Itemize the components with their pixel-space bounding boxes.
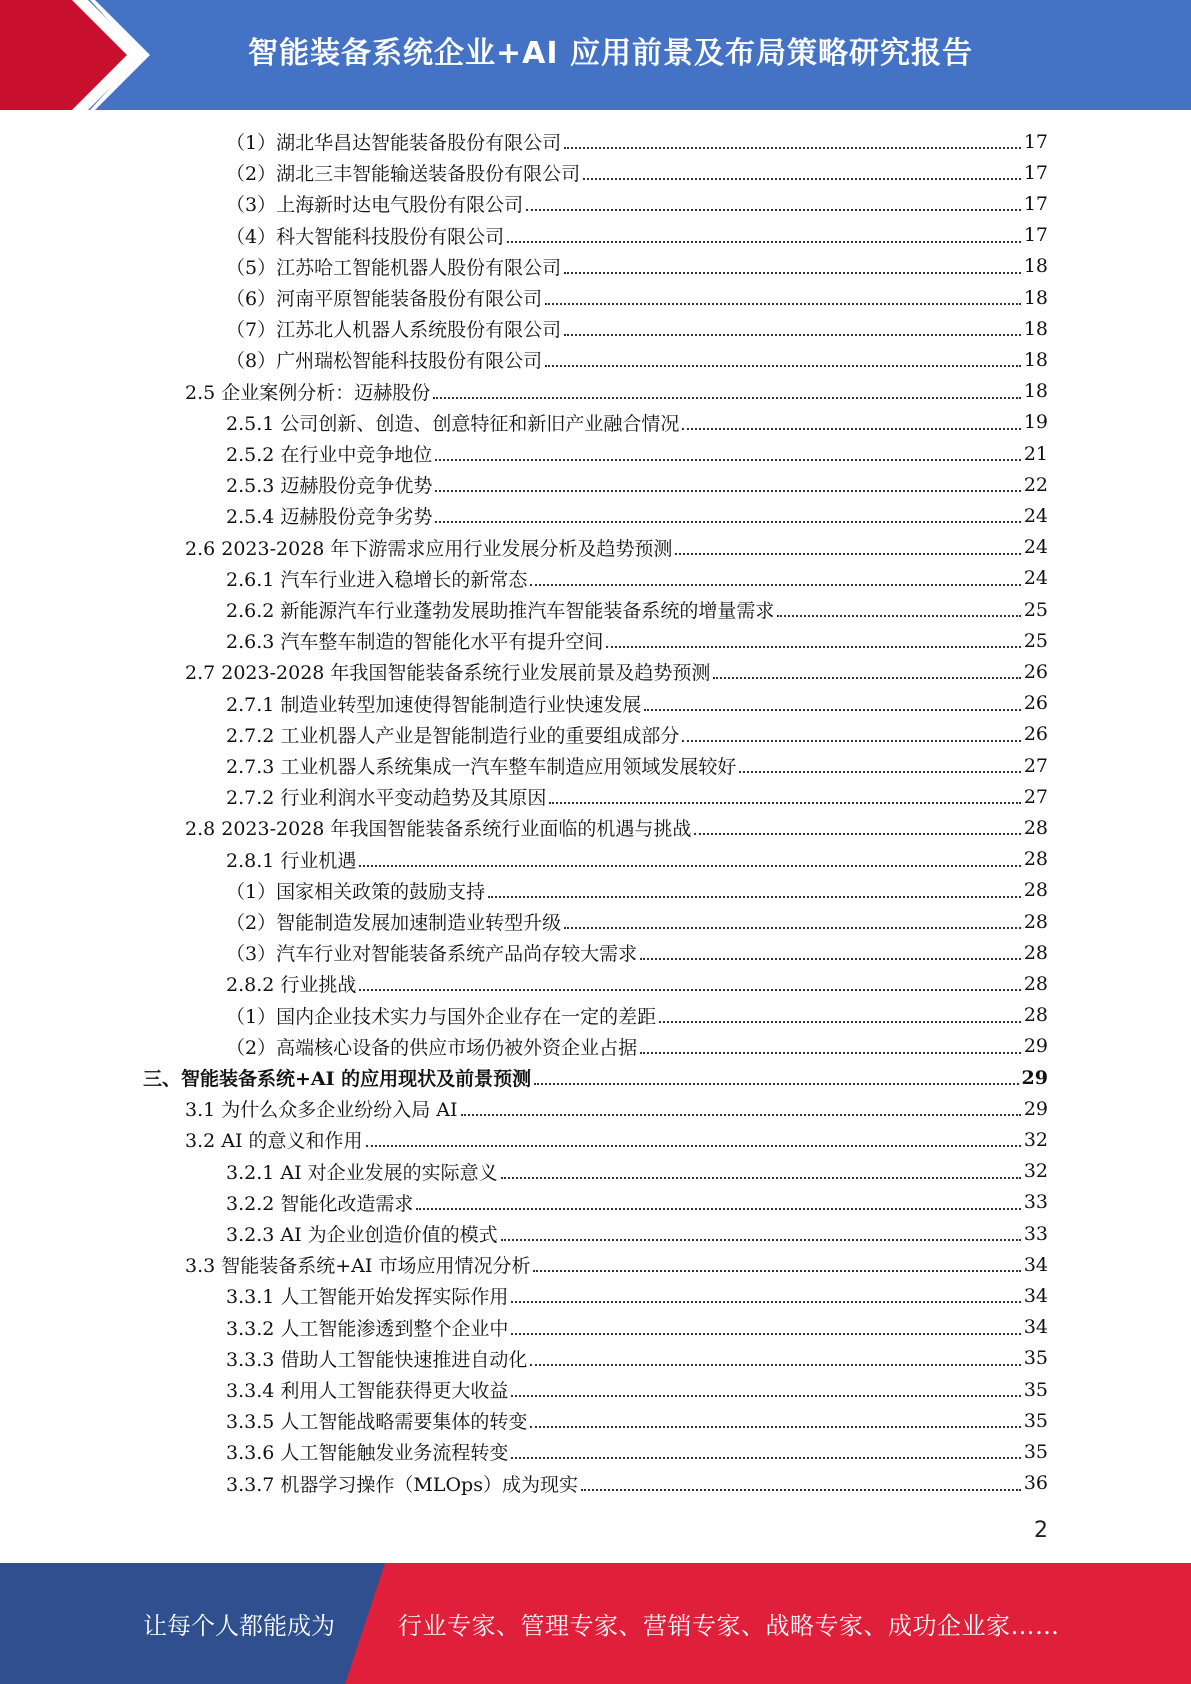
toc-entry-page: 35 (1023, 1347, 1048, 1370)
toc-entry-title: （5）江苏哈工智能机器人股份有限公司 (226, 256, 562, 279)
toc-entry-title: 3.3.1 人工智能开始发挥实际作用 (226, 1286, 509, 1309)
toc-entry-title: 2.6.2 新能源汽车行业蓬勃发展助推汽车智能装备系统的增量需求 (226, 600, 775, 622)
toc-entry-page: 34 (1023, 1284, 1048, 1307)
toc-entry[interactable] (226, 688, 1048, 719)
toc-dot-leader (435, 489, 1020, 492)
toc-dot-leader (507, 240, 1021, 243)
toc-dot-leader (461, 1113, 1021, 1116)
toc-entry-page: 26 (1023, 723, 1048, 746)
toc-entry[interactable] (226, 844, 1048, 875)
toc-entry[interactable] (226, 313, 1048, 344)
toc-dot-leader (545, 302, 1021, 305)
toc-entry-page: 29 (1021, 1066, 1048, 1089)
toc-entry[interactable] (226, 563, 1048, 594)
toc-entry[interactable] (226, 937, 1048, 968)
toc-entry-page: 17 (1023, 224, 1048, 247)
toc-entry[interactable] (226, 188, 1048, 219)
toc-entry-page: 17 (1023, 161, 1048, 184)
toc-entry[interactable] (226, 1000, 1048, 1031)
toc-dot-leader (501, 1238, 1021, 1241)
toc-dot-leader (777, 614, 1020, 617)
toc-entry-page: 28 (1023, 910, 1048, 933)
toc-entry-title: （4）科大智能科技股份有限公司 (226, 225, 505, 248)
toc-entry-page: 28 (1023, 879, 1048, 902)
toc-entry[interactable] (226, 220, 1048, 251)
toc-dot-leader (511, 1456, 1020, 1459)
toc-entry-title: 2.7 2023-2028 年我国智能装备系统行业发展前景及趋势预测 (185, 662, 711, 685)
toc-entry-page: 24 (1023, 536, 1048, 559)
toc-dot-leader (583, 177, 1021, 180)
toc-entry-page: 25 (1023, 598, 1048, 621)
toc-entry-title: 3.3.3 借助人工智能快速推进自动化 (226, 1348, 528, 1371)
toc-dot-leader (433, 396, 1021, 399)
toc-entry[interactable] (226, 157, 1048, 188)
toc-entry[interactable] (185, 812, 1048, 843)
toc-entry-title: 3.3.6 人工智能触发业务流程转变 (226, 1442, 509, 1465)
toc-entry-page: 33 (1023, 1191, 1048, 1214)
toc-entry[interactable] (226, 1343, 1048, 1374)
toc-entry-page: 24 (1023, 504, 1048, 527)
toc-dot-leader (435, 520, 1020, 523)
toc-dot-leader (488, 895, 1021, 898)
toc-entry[interactable] (226, 1280, 1048, 1311)
toc-entry-title: 3.3.7 机器学习操作（MLOps）成为现实 (226, 1473, 578, 1496)
toc-entry-page: 18 (1023, 348, 1048, 371)
toc-entry-page: 28 (1023, 1004, 1048, 1027)
toc-entry-page: 33 (1023, 1222, 1048, 1245)
toc-dot-leader (640, 1051, 1021, 1054)
toc-dot-leader (416, 1207, 1020, 1210)
toc-dot-leader (675, 552, 1020, 555)
toc-entry-title: 2.5.1 公司创新、创造、创意特征和新旧产业融合情况 (226, 412, 680, 435)
toc-entry-title: 3.2 AI 的意义和作用 (185, 1130, 363, 1153)
toc-entry[interactable] (185, 532, 1048, 563)
toc-entry[interactable] (226, 407, 1048, 438)
toc-entry[interactable] (226, 625, 1048, 656)
toc-entry-page: 32 (1023, 1128, 1048, 1151)
toc-entry-page: 22 (1023, 473, 1048, 496)
toc-entry-title: 2.7.2 工业机器人产业是智能制造行业的重要组成部分 (226, 724, 680, 747)
toc-entry-page: 18 (1023, 255, 1048, 278)
toc-entry[interactable] (226, 251, 1048, 282)
toc-entry[interactable] (226, 1436, 1048, 1467)
toc-entry-title: 三、智能装备系统+AI 的应用现状及前景预测 (143, 1068, 532, 1090)
toc-dot-leader (534, 1082, 1018, 1085)
toc-entry-title: 2.8 2023-2028 年我国智能装备系统行业面临的机遇与挑战 (185, 818, 692, 841)
toc-dot-leader (530, 1363, 1020, 1366)
toc-entry[interactable] (226, 781, 1048, 812)
toc-entry[interactable] (226, 1312, 1048, 1343)
toc-entry-title: （1）国内企业技术实力与国外企业存在一定的差距 (226, 1005, 657, 1028)
toc-dot-leader (530, 583, 1020, 586)
toc-dot-leader (526, 208, 1021, 211)
toc-dot-leader (659, 1020, 1021, 1023)
toc-dot-leader (511, 1300, 1020, 1303)
footer-slogan-right: 行业专家、管理专家、营销专家、战略专家、成功企业家…… (398, 1612, 1060, 1640)
toc-entry[interactable] (226, 594, 1048, 625)
toc-dot-leader (533, 1269, 1020, 1272)
toc-entry[interactable] (226, 968, 1048, 999)
toc-entry-page: 35 (1023, 1440, 1048, 1463)
toc-entry-title: 2.7.1 制造业转型加速使得智能制造行业快速发展 (226, 693, 642, 716)
toc-entry-page: 34 (1023, 1316, 1048, 1339)
toc-entry-title: （6）河南平原智能装备股份有限公司 (226, 288, 543, 310)
toc-entry-page: 27 (1023, 754, 1048, 777)
toc-entry[interactable] (226, 1156, 1048, 1187)
toc-entry-page: 26 (1023, 660, 1048, 683)
toc-entry-page: 27 (1023, 785, 1048, 808)
toc-entry[interactable] (226, 1405, 1048, 1436)
toc-dot-leader (682, 427, 1020, 430)
toc-dot-leader (549, 801, 1020, 804)
toc-entry[interactable] (226, 1468, 1048, 1499)
toc-entry-page: 18 (1023, 317, 1048, 340)
toc-dot-leader (435, 458, 1020, 461)
toc-entry[interactable] (226, 1187, 1048, 1218)
toc-entry[interactable] (226, 875, 1048, 906)
toc-entry-page: 21 (1023, 442, 1048, 465)
toc-entry[interactable] (185, 1124, 1048, 1155)
toc-entry-title: 3.3.5 人工智能战略需要集体的转变 (226, 1411, 528, 1434)
toc-dot-leader (564, 926, 1021, 929)
toc-entry-title: （3）汽车行业对智能装备系统产品尚存较大需求 (226, 943, 638, 966)
toc-entry[interactable] (226, 282, 1048, 313)
toc-entry-title: 2.6 2023-2028 年下游需求应用行业发展分析及趋势预测 (185, 537, 673, 560)
toc-entry[interactable] (226, 1374, 1048, 1405)
toc-entry-page: 35 (1023, 1409, 1048, 1432)
toc-entry[interactable] (226, 438, 1048, 469)
toc-entry[interactable] (226, 344, 1048, 375)
toc-entry-title: 2.8.1 行业机遇 (226, 849, 357, 872)
toc-entry-title: 2.6.1 汽车行业进入稳增长的新常态 (226, 568, 528, 591)
toc-entry[interactable] (185, 1093, 1048, 1124)
toc-dot-leader (530, 1425, 1020, 1428)
toc-entry-title: （8）广州瑞松智能科技股份有限公司 (226, 350, 543, 373)
toc-entry[interactable] (226, 469, 1048, 500)
toc-entry-title: （2）高端核心设备的供应市场仍被外资企业占据 (226, 1036, 638, 1059)
toc-entry-title: 3.3 智能装备系统+AI 市场应用情况分析 (185, 1255, 531, 1278)
toc-entry-title: （1）湖北华昌达智能装备股份有限公司 (226, 132, 562, 154)
toc-entry[interactable] (226, 126, 1048, 157)
toc-entry[interactable] (226, 1218, 1048, 1249)
toc-dot-leader (640, 957, 1021, 960)
toc-dot-leader (511, 1332, 1020, 1335)
toc-entry-page: 19 (1023, 411, 1048, 434)
toc-dot-leader (644, 708, 1020, 711)
toc-entry-title: 2.5 企业案例分析：迈赫股份 (185, 381, 431, 404)
toc-dot-leader (545, 364, 1021, 367)
page-number: 2 (1034, 1518, 1048, 1543)
toc-entry-title: 3.1 为什么众多企业纷纷入局 AI (185, 1099, 458, 1122)
toc-entry-page: 28 (1023, 816, 1048, 839)
toc-dot-leader (501, 1176, 1021, 1179)
toc-entry[interactable] (226, 906, 1048, 937)
toc-dot-leader (713, 676, 1020, 679)
toc-entry-title: 3.2.2 智能化改造需求 (226, 1192, 414, 1215)
toc-entry-page: 17 (1023, 130, 1048, 153)
toc-dot-leader (366, 1144, 1021, 1147)
toc-entry-page: 34 (1023, 1253, 1048, 1276)
toc-entry-title: 2.7.3 工业机器人系统集成一汽车整车制造应用领域发展较好 (226, 756, 737, 778)
toc-entry-title: 2.5.3 迈赫股份竞争优势 (226, 475, 433, 498)
toc-entry-title: 3.2.3 AI 为企业创造价值的模式 (226, 1224, 498, 1246)
toc-entry-title: （7）江苏北人机器人系统股份有限公司 (226, 319, 562, 342)
toc-entry[interactable] (226, 500, 1048, 531)
toc-dot-leader (564, 146, 1021, 149)
report-title: 智能装备系统企业+AI 应用前景及布局策略研究报告 (248, 36, 973, 71)
toc-entry[interactable] (185, 656, 1048, 687)
toc-dot-leader (739, 770, 1020, 773)
toc-entry-title: （2）智能制造发展加速制造业转型升级 (226, 912, 562, 934)
toc-entry[interactable] (185, 1249, 1048, 1280)
toc-entry-page: 28 (1023, 941, 1048, 964)
toc-entry-title: 2.5.2 在行业中竞争地位 (226, 444, 433, 466)
toc-entry-page: 17 (1023, 192, 1048, 215)
toc-entry-page: 29 (1023, 1097, 1048, 1120)
toc-entry-page: 25 (1023, 629, 1048, 652)
toc-dot-leader (564, 271, 1021, 274)
toc-entry[interactable] (226, 750, 1048, 781)
toc-dot-leader (511, 1394, 1020, 1397)
toc-dot-leader (359, 988, 1020, 991)
toc-dot-leader (694, 832, 1020, 835)
toc-entry-title: 3.3.2 人工智能渗透到整个企业中 (226, 1317, 509, 1340)
toc-entry-title: （3）上海新时达电气股份有限公司 (226, 194, 524, 217)
header-banner (0, 0, 1191, 110)
toc-dot-leader (359, 864, 1020, 867)
footer-slogan-left: 让每个人都能成为 (143, 1612, 335, 1640)
toc-dot-leader (581, 1488, 1021, 1491)
toc-entry-title: 2.8.2 行业挑战 (226, 974, 357, 997)
red-arrow-decoration (0, 0, 150, 110)
toc-dot-leader (606, 645, 1020, 648)
toc-entry[interactable] (226, 719, 1048, 750)
toc-entry-title: 3.3.4 利用人工智能获得更大收益 (226, 1380, 509, 1402)
toc-entry-page: 26 (1023, 692, 1048, 715)
toc-entry-title: （1）国家相关政策的鼓励支持 (226, 880, 486, 903)
toc-dot-leader (564, 333, 1021, 336)
toc-entry-page: 28 (1023, 848, 1048, 871)
toc-entry-page: 35 (1023, 1378, 1048, 1401)
toc-entry-page: 32 (1023, 1160, 1048, 1183)
toc-entry[interactable] (143, 1062, 1048, 1093)
toc-entry-page: 36 (1023, 1472, 1048, 1495)
toc-entry-page: 18 (1023, 380, 1048, 403)
toc-entry-title: （2）湖北三丰智能输送装备股份有限公司 (226, 163, 581, 186)
toc-entry-title: 2.7.2 行业利润水平变动趋势及其原因 (226, 787, 547, 810)
toc-entry-page: 28 (1023, 972, 1048, 995)
toc-entry[interactable] (226, 1031, 1048, 1062)
toc-dot-leader (682, 739, 1020, 742)
toc-entry-title: 2.6.3 汽车整车制造的智能化水平有提升空间 (226, 631, 604, 654)
toc-entry-page: 18 (1023, 286, 1048, 309)
toc-entry[interactable] (185, 376, 1048, 407)
toc-entry-title: 3.2.1 AI 对企业发展的实际意义 (226, 1161, 498, 1184)
toc-entry-title: 2.5.4 迈赫股份竞争劣势 (226, 506, 433, 529)
footer-banner (0, 1563, 1191, 1684)
toc-entry-page: 29 (1023, 1035, 1048, 1058)
toc-entry-page: 24 (1023, 567, 1048, 590)
